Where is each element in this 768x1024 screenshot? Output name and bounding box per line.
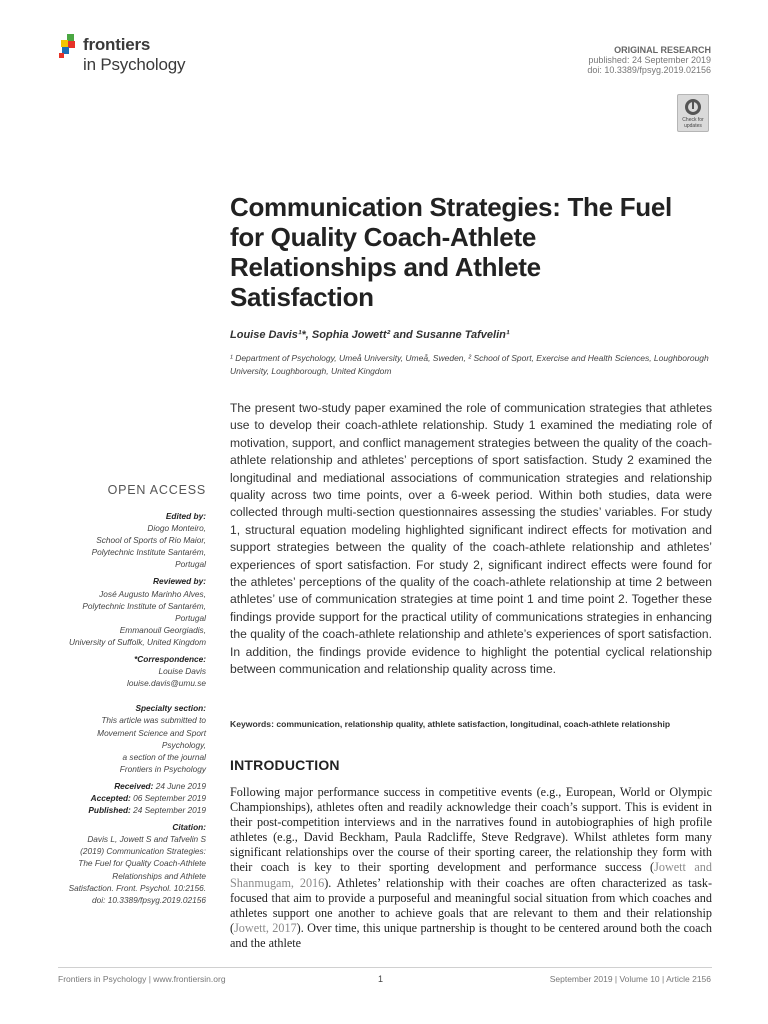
footer-divider [58,967,712,968]
specialty-line: Frontiers in Psychology [119,763,206,774]
specialty-line: a section of the journal [122,751,206,762]
keywords: Keywords: communication, relationship quality, athlete satisfaction, longitudinal, coach-athlete relationship [230,719,671,729]
reviewed-by-label: Reviewed by: [152,576,206,587]
intro-text-segment: ). Over time, this unique partnership is thought to be centered around both the coach and the athlete [230,920,712,950]
accepted-date [50,792,206,804]
introduction-paragraph [230,785,712,951]
reviewer-line: Polytechnic Institute of Santarém, [82,600,206,611]
citation-line: (2019) Communication Strategies: [80,846,206,857]
accepted-value: 06 September 2019 [133,792,206,803]
specialty-line: This article was submitted to [101,715,206,726]
reviewer-line: Portugal [175,612,206,623]
page-number: 1 [378,974,384,984]
citation-link[interactable]: Jowett and Shanmugam, 2016 [230,860,712,890]
check-for-updates-badge[interactable] [677,94,709,132]
edited-by-label: Edited by: [165,511,206,521]
published-label: Published: [88,805,131,816]
editor-line: Portugal [175,559,206,570]
article-authors[interactable]: Louise Davis¹*, Sophia Jowett² and Susanne Tafvelin¹ [230,329,510,341]
citation-line: Davis L, Jowett S and Tafvelin S [87,834,206,845]
journal-subtitle: in Psychology [83,55,186,74]
journal-name: frontiers [83,35,151,54]
journal-logo[interactable] [58,34,208,82]
editor-line: Polytechnic Institute Santarém, [91,547,206,558]
reviewer-line: University of Suffolk, United Kingdom [69,636,206,647]
received-value: 24 June 2019 [155,780,206,791]
specialty-line: Psychology, [161,739,206,750]
received-label: Received: [114,780,154,791]
footer-journal[interactable]: Frontiers in Psychology | www.frontiersin.org [58,974,226,984]
reviewer-line: Emmanouil Georgiadis, [119,624,206,635]
abstract-text: The present two-study paper examined the role of communication strategies that athletes use to develop their coach-athlete relationship. Study 1 examined the mediating role of motivation, support, and conflict management strategies between the quality of the coach-athlete relationship and athletes’ perceptions of sport satisfaction. Study 2 examined the longitudinal and mediational associations of communication strategies and relationship quality across two time points, over a 6-week period. Within both studies, data were collected through multi-section questionnaires assessing the studies’ variables. For study 1, structural equation modeling highlighted significant indirect effects for motivation and support strategies between the quality of the coach-athlete relationship and athletes’ experiences of sport satisfaction. For study 2, significant indirect effects were found for the athletes’ perceptions of the quality of the coach-athlete relationship at time 2 between athletes’ use of communication strategies at time point 1 and time point 2. Together these findings provide support for the practical utility of communications strategies in enhancing the quality of the coach-athlete relationship and athlete’s experiences of sport satisfaction. In addition, the findings provide evidence to highlight the potential cyclical relationship between communication and relationship quality across time. [230,401,712,677]
intro-text-segment: ). Athletes’ relationship with their coaches are often characterized as task-focused that aim to provide a purposeful and meaningful social situation from which coaches and athletes support one another to achieve goals that are relevant to them and their relationship ( [230,875,712,935]
article-title: Communication Strategies: The Fuel for Quality Coach-Athlete Relationships and Athlete Satisfaction [230,192,672,312]
published-date: published: 24 September 2019 [588,55,711,65]
correspondence-name: Louise Davis [158,666,206,677]
correspondence-label: *Correspondence: [134,654,206,665]
received-date [50,780,206,792]
open-access-label: OPEN ACCESS [107,483,206,497]
reviewer-line: José Augusto Marinho Alves, [99,588,206,599]
article-info-sidebar [50,510,206,906]
article-type: ORIGINAL RESEARCH [614,45,711,55]
frontiers-logo-icon [58,34,82,60]
editor-line: School of Sports of Rio Maior, [96,535,206,546]
citation-line: Satisfaction. Front. Psychol. 10:2156. [68,882,206,893]
editor-line: Diogo Monteiro, [147,523,206,534]
author-affiliations: ¹ Department of Psychology, Umeå University, Umeå, Sweden, ² School of Sport, Exercise and Health Sciences, Loughborough University, Loughborough, United Kingdom [230,353,709,376]
specialty-section-label: Specialty section: [135,703,206,714]
footer-issue-info: September 2019 | Volume 10 | Article 2156 [549,974,711,984]
accepted-label: Accepted: [90,792,131,803]
citation-link[interactable]: Jowett, 2017 [234,920,297,935]
introduction-heading: INTRODUCTION [230,757,340,773]
article-meta-header [587,45,711,75]
citation-line: The Fuel for Quality Coach-Athlete [78,858,206,869]
check-for-updates-icon [684,98,702,116]
article-doi[interactable]: doi: 10.3389/fpsyg.2019.02156 [587,65,711,75]
published-date-sidebar [50,804,206,816]
specialty-line: Movement Science and Sport [97,727,206,738]
check-for-updates-label: Check for updates [682,117,704,129]
citation-doi[interactable]: doi: 10.3389/fpsyg.2019.02156 [92,894,206,905]
citation-line: Relationships and Athlete [112,870,206,881]
correspondence-email[interactable]: louise.davis@umu.se [127,678,206,689]
published-value: 24 September 2019 [133,805,206,816]
intro-text-segment: Following major performance success in competitive events (e.g., European, World or Olympic Championships), athletes often and readily acknowledge their coach’s support. This is evident in their post-competition interviews and in the narratives found in autobiographies of high profile athletes (e.g., David Beckham, Paula Radcliffe, Steve Redgrave). Whilst athletes form many significant relationships over the course of their sporting career, the relationship they form with their coach is key to their sporting development and performance success ( [230,785,712,875]
citation-label: Citation: [172,822,206,833]
